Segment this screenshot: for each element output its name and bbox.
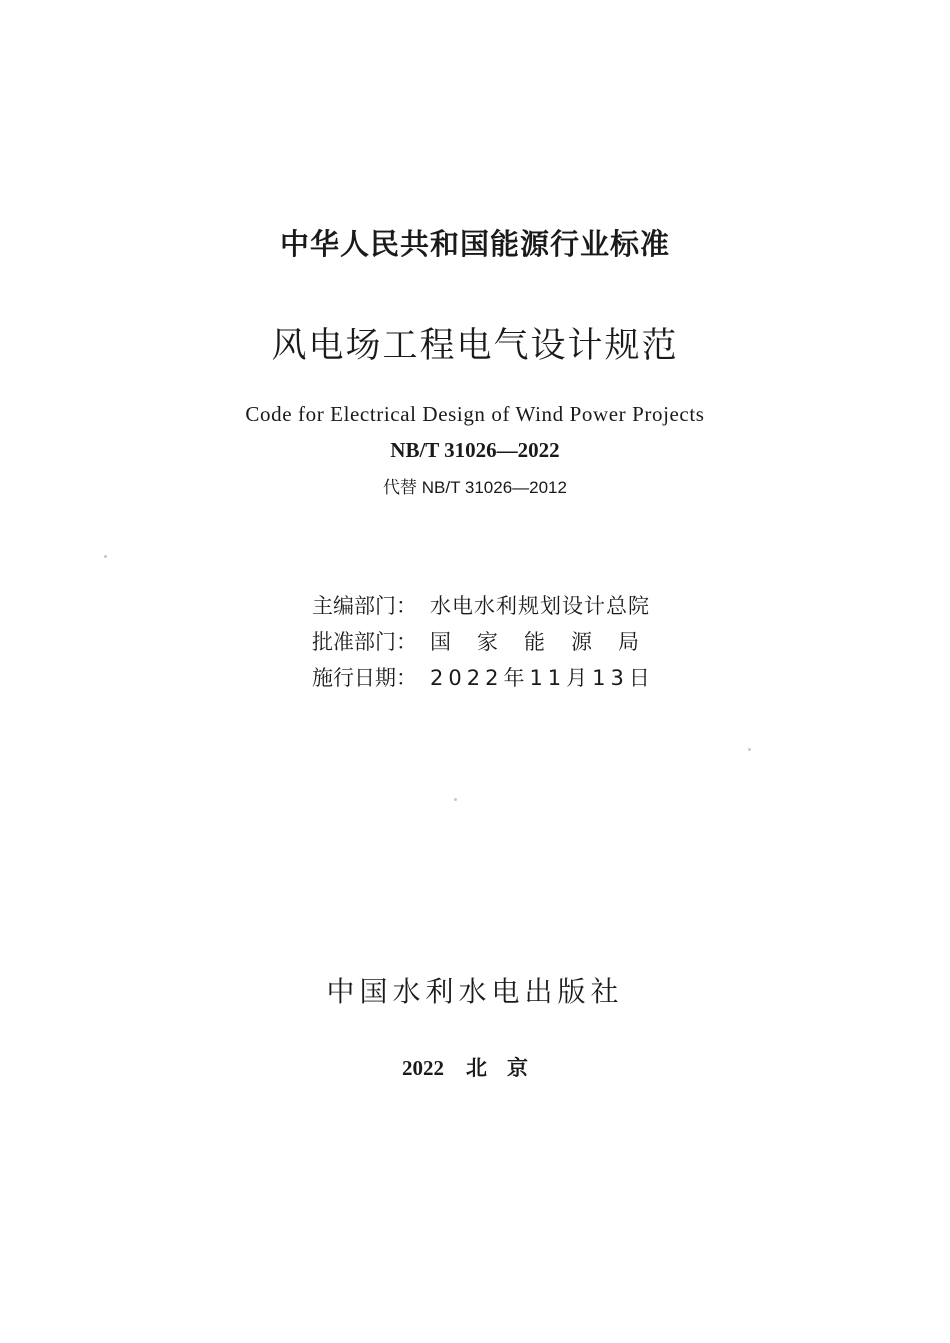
effective-date-row — [312, 660, 665, 696]
standard-category: 中华人民共和国能源行业标准 — [279, 227, 670, 261]
publication-city: 北京 — [466, 1056, 548, 1080]
replaces-standard: 代替 NB/T 31026—2012 — [383, 478, 567, 497]
publication-place — [0, 1052, 950, 1082]
scan-speck — [748, 748, 751, 751]
metadata-block — [312, 588, 665, 696]
effective-date-value: 2022年11月13日 — [430, 666, 655, 690]
chief-editor-label: 主编部门： — [312, 594, 417, 618]
approver-row — [312, 624, 665, 660]
effective-date-label: 施行日期： — [312, 666, 417, 690]
chief-editor-value: 水电水利规划设计总院 — [430, 594, 650, 618]
chief-editor-row — [312, 588, 665, 624]
publisher: 中国水利水电出版社 — [326, 975, 624, 1008]
approver-value: 国家能源局 — [430, 630, 665, 654]
document-title-cn: 风电场工程电气设计规范 — [271, 326, 679, 366]
publication-year: 2022 — [402, 1056, 444, 1080]
approver-label: 批准部门： — [312, 630, 417, 654]
scan-speck — [104, 555, 107, 558]
document-title-en: Code for Electrical Design of Wind Power Projects — [245, 402, 705, 426]
standard-number: NB/T 31026—2022 — [390, 438, 560, 462]
scan-speck — [454, 798, 457, 801]
